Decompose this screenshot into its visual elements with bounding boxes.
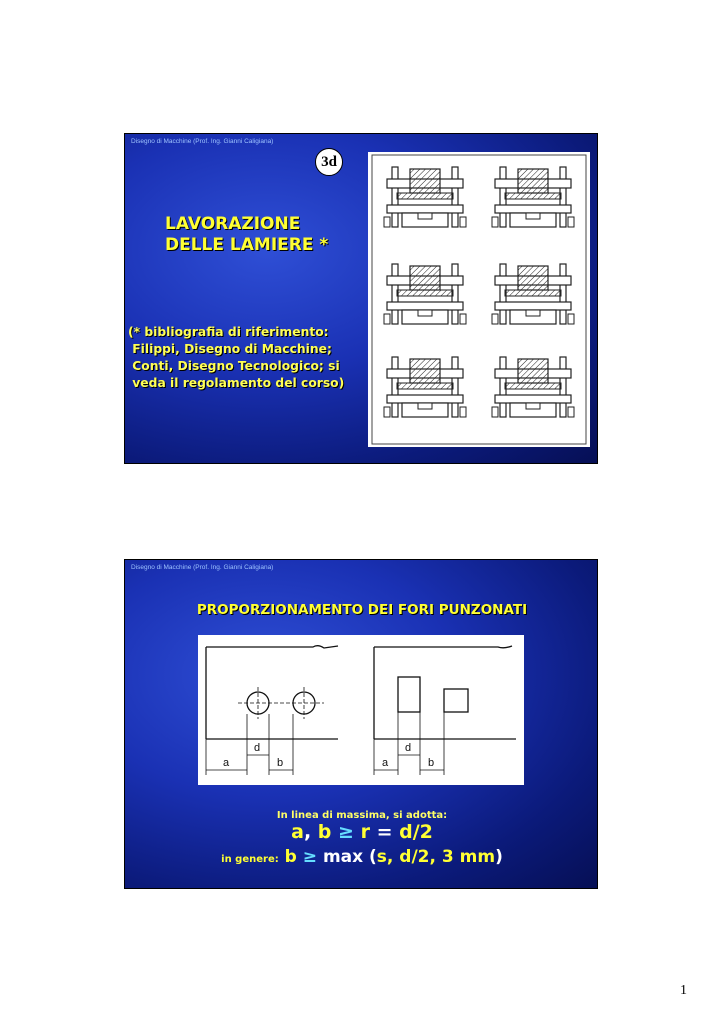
formula-ge: ≥: [338, 821, 354, 843]
punched-holes-drawing-svg: [198, 635, 524, 785]
biblio-line: (* bibliografia di riferimento:: [128, 325, 329, 339]
slide-header: Disegno di Macchine (Prof. Ing. Gianni Caligiana): [131, 564, 274, 571]
formula-prefix: in genere:: [221, 854, 279, 865]
die-stage-2: [492, 167, 574, 227]
formula-close-paren: ): [495, 847, 503, 867]
press-die-drawing: [368, 152, 590, 447]
dim-b-label: b: [277, 757, 284, 769]
punched-holes-drawing: [198, 635, 524, 785]
page-number: 1: [680, 983, 687, 998]
formula-open-paren: (: [369, 847, 377, 867]
rule-general-formula: [125, 847, 598, 867]
biblio-line: Conti, Disegno Tecnologico; si: [128, 359, 340, 373]
biblio-line: veda il regolamento del corso): [128, 376, 345, 390]
die-stage-6: [492, 357, 574, 417]
dim-d-label: d: [254, 742, 261, 754]
slide-title: PROPORZIONAMENTO DEI FORI PUNZONATI: [196, 602, 528, 618]
dim-b-label: b: [428, 757, 435, 769]
title-line-2: DELLE LAMIERE *: [165, 235, 329, 255]
die-stage-4: [492, 264, 574, 324]
rule-main-formula: [125, 821, 598, 843]
slide-title: [165, 214, 328, 256]
formula-b: b: [284, 847, 297, 867]
bibliography-note: [128, 324, 368, 392]
dim-a-label: a: [223, 757, 230, 769]
dim-a-label: a: [382, 757, 389, 769]
rule-intro: In linea di massima, si adotta:: [276, 810, 448, 821]
formula-eq: =: [376, 821, 393, 843]
formula-ge: ≥: [302, 847, 318, 867]
formula-args: s, d/2, 3 mm: [376, 847, 496, 867]
formula-a: a: [291, 821, 304, 843]
formula-max: max: [322, 847, 364, 867]
die-stage-3: [384, 264, 466, 324]
circular-holes-panel: [206, 646, 338, 775]
formula-comma: ,: [303, 821, 312, 843]
dim-d-label: d: [405, 742, 412, 754]
slide-proporzionamento-fori: [124, 559, 598, 889]
formula-d2: d/2: [399, 821, 433, 843]
formula-b: b: [317, 821, 332, 843]
die-stage-1: [384, 167, 466, 227]
die-stage-5: [384, 357, 466, 417]
formula-r: r: [360, 821, 370, 843]
title-line-1: LAVORAZIONE: [165, 214, 301, 234]
biblio-line: Filippi, Disegno di Macchine;: [128, 342, 332, 356]
rectangular-holes-panel: [374, 646, 516, 775]
slide-header: Disegno di Macchine (Prof. Ing. Gianni Caligiana): [131, 138, 274, 145]
slide-badge: 3d: [315, 148, 343, 176]
press-die-drawing-svg: [368, 152, 590, 447]
slide-lavorazione-lamiere: [124, 133, 598, 464]
